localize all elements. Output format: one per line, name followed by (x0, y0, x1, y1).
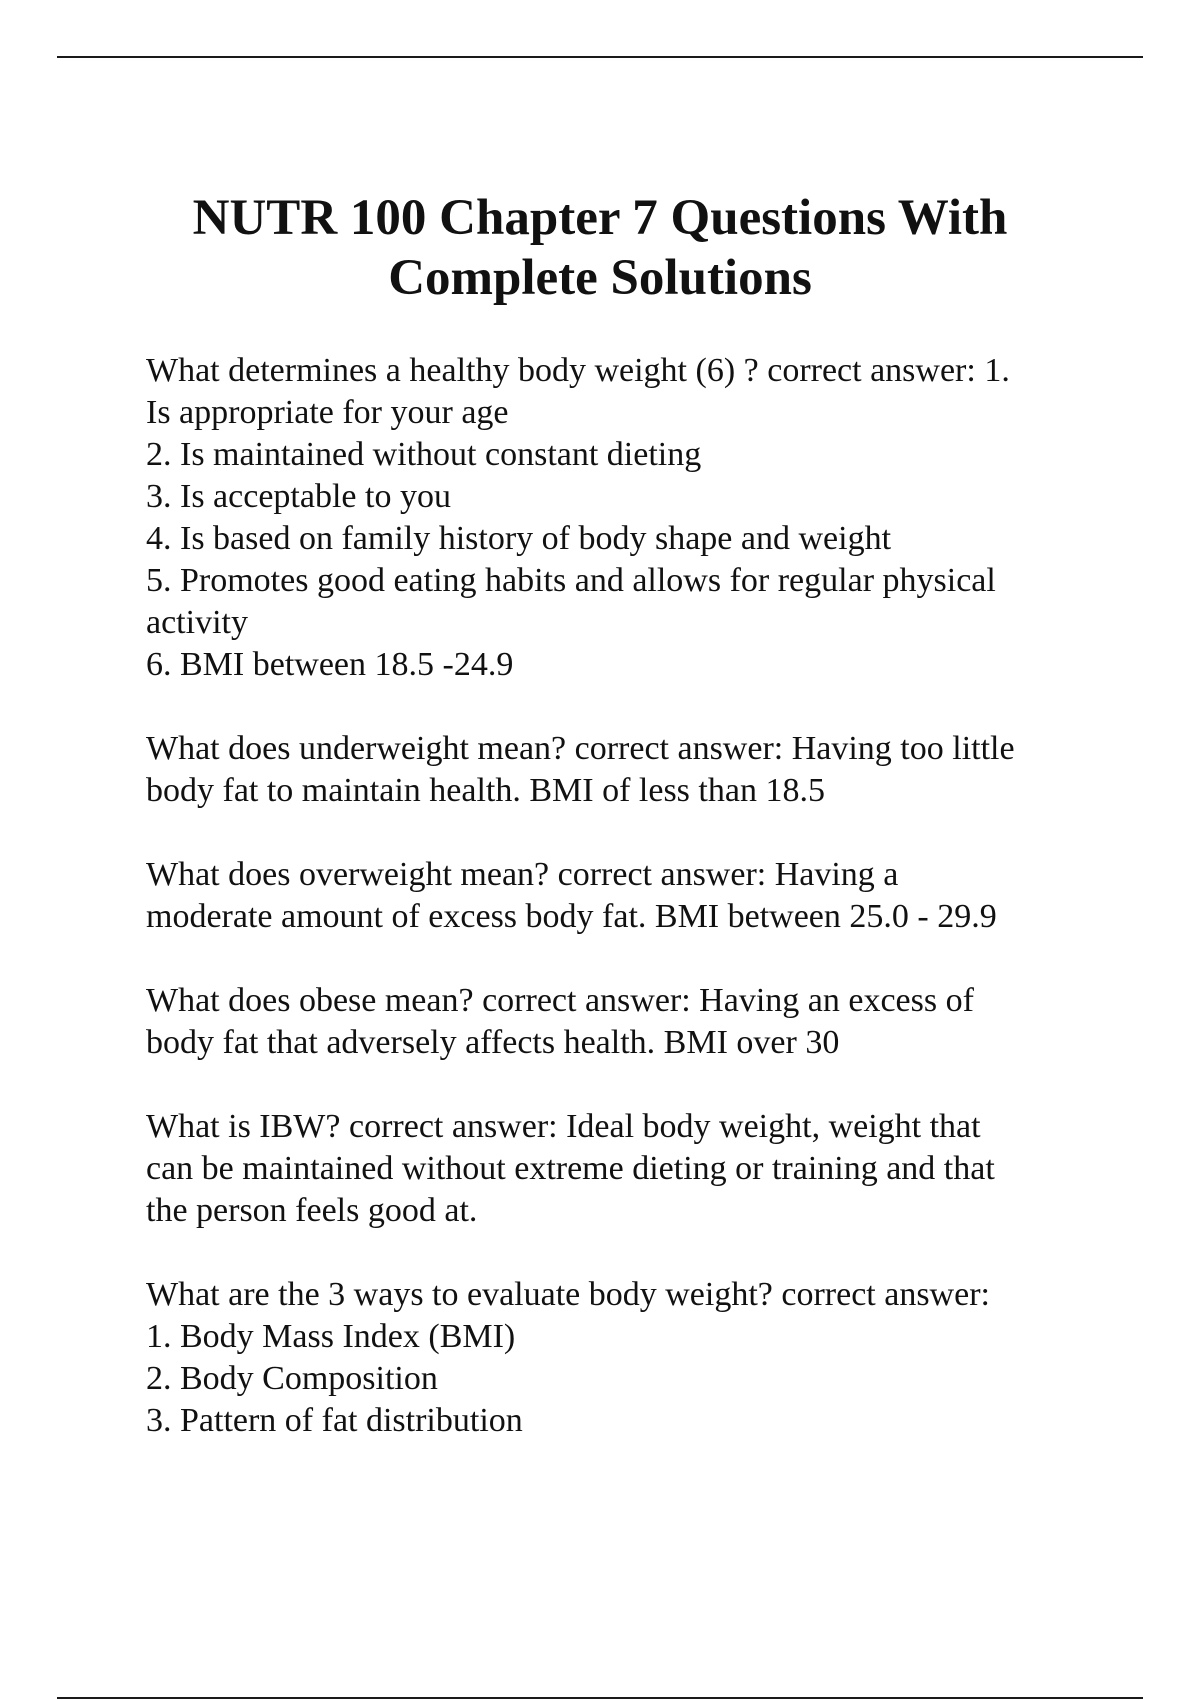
bottom-divider (57, 1697, 1143, 1699)
qa-line: What does obese mean? correct answer: Having an excess of (146, 982, 974, 1019)
qa-line: body fat that adversely affects health. BMI over 30 (146, 1024, 840, 1061)
qa-line: 2. Is maintained without constant dieting (146, 436, 702, 473)
top-divider (57, 56, 1143, 58)
qa-line: What is IBW? correct answer: Ideal body weight, weight that (146, 1108, 981, 1145)
qa-line: the person feels good at. (146, 1192, 478, 1229)
qa-line: 2. Body Composition (146, 1360, 438, 1397)
qa-line: 6. BMI between 18.5 -24.9 (146, 646, 514, 683)
qa-line: Is appropriate for your age (146, 394, 509, 431)
qa-overweight (146, 854, 1106, 938)
qa-line: 4. Is based on family history of body shape and weight (146, 520, 892, 557)
qa-line: moderate amount of excess body fat. BMI between 25.0 - 29.9 (146, 898, 997, 935)
qa-line: What does overweight mean? correct answer: Having a (146, 856, 899, 893)
qa-line: What does underweight mean? correct answer: Having too little (146, 730, 1015, 767)
document-title (100, 188, 1100, 308)
qa-line: can be maintained without extreme dieting or training and that (146, 1150, 995, 1187)
qa-line: 3. Pattern of fat distribution (146, 1402, 523, 1439)
qa-evaluate-body-weight (146, 1274, 1106, 1442)
title-line: NUTR 100 Chapter 7 Questions With (192, 190, 1008, 246)
qa-line: 3. Is acceptable to you (146, 478, 451, 515)
qa-line: What determines a healthy body weight (6) ? correct answer: 1. (146, 352, 1010, 389)
title-line: Complete Solutions (388, 250, 812, 306)
qa-list (146, 350, 1106, 1442)
qa-underweight (146, 728, 1106, 812)
qa-line: body fat to maintain health. BMI of less than 18.5 (146, 772, 825, 809)
qa-obese (146, 980, 1106, 1064)
qa-healthy-body-weight (146, 350, 1106, 686)
qa-line: What are the 3 ways to evaluate body weight? correct answer: (146, 1276, 990, 1313)
qa-line: activity (146, 604, 248, 641)
qa-line: 1. Body Mass Index (BMI) (146, 1318, 516, 1355)
qa-line: 5. Promotes good eating habits and allows for regular physical (146, 562, 996, 599)
qa-ibw (146, 1106, 1106, 1232)
